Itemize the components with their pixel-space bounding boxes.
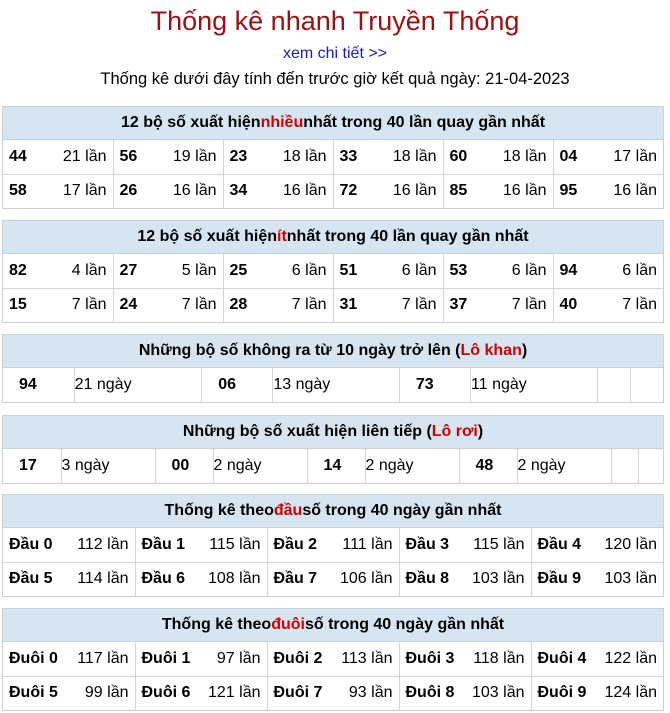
stat-pair xyxy=(120,175,217,209)
stat-pair xyxy=(340,289,437,323)
lo-roi-table xyxy=(3,449,665,483)
text-label: 56 xyxy=(119,147,138,165)
table-cell xyxy=(553,254,663,288)
text-label: 95 xyxy=(559,182,578,200)
table-cell xyxy=(333,288,443,322)
text-label: 112 lần xyxy=(77,535,129,553)
stat-pair xyxy=(9,563,129,597)
stat-pair xyxy=(120,140,217,174)
stat-pair xyxy=(450,254,547,288)
text-label: Đuôi 7 xyxy=(273,684,323,702)
table-cell: 73 xyxy=(399,368,470,402)
dau-table xyxy=(3,528,663,596)
text-label: 21 lần xyxy=(62,147,107,165)
table-cell: 48 xyxy=(459,449,517,483)
table-cell xyxy=(399,642,531,676)
text-label: số trong 40 ngày gần nhất xyxy=(302,502,502,519)
text-label: 16 lần xyxy=(172,182,217,200)
text-label: 103 lần xyxy=(472,684,525,702)
text-label: 17 lần xyxy=(62,182,107,200)
text-label: 121 lần xyxy=(208,684,261,702)
text-label: Thống kê theo xyxy=(164,502,274,519)
text-label: Đuôi 3 xyxy=(405,649,455,667)
text-label: Đầu 8 xyxy=(405,570,450,588)
table-cell: 00 xyxy=(155,449,213,483)
stat-pair xyxy=(120,289,217,323)
text-label: nhiều xyxy=(260,114,304,131)
text-label: 51 xyxy=(339,261,358,279)
stat-pair xyxy=(450,140,547,174)
stat-pair xyxy=(274,528,393,562)
table-cell: 2 ngày xyxy=(365,449,459,483)
table-cell xyxy=(531,562,663,596)
table-cell xyxy=(399,562,531,596)
text-label: 124 lần xyxy=(604,684,657,702)
stat-pair xyxy=(560,175,658,209)
table-cell xyxy=(3,528,135,562)
text-label: 103 lần xyxy=(472,570,525,588)
text-label: 7 lần xyxy=(71,296,107,314)
stat-pair xyxy=(9,677,129,711)
text-label: 12 bộ số xuất hiện xyxy=(120,114,261,131)
text-label: 6 lần xyxy=(291,261,327,279)
section-header xyxy=(3,416,663,449)
most-frequent-table xyxy=(3,140,663,208)
table-cell: 17 xyxy=(3,449,61,483)
text-label: 122 lần xyxy=(604,649,657,667)
text-label: 37 xyxy=(449,296,468,314)
table-cell xyxy=(3,254,113,288)
text-label: 114 lần xyxy=(77,570,129,588)
stat-pair xyxy=(142,642,261,676)
text-label: số trong 40 ngày gần nhất xyxy=(304,616,505,633)
text-label: 117 lần xyxy=(77,649,129,667)
table-cell xyxy=(3,676,135,710)
lo-khan-section xyxy=(2,334,664,403)
text-label: Đầu 7 xyxy=(273,570,318,588)
stat-pair xyxy=(274,563,393,597)
table-cell xyxy=(135,562,267,596)
text-label: 25 xyxy=(229,261,248,279)
text-label: đuôi xyxy=(271,616,305,633)
stat-pair xyxy=(340,175,437,209)
stat-pair xyxy=(538,563,658,597)
table-cell xyxy=(611,449,638,483)
table-cell xyxy=(267,642,399,676)
text-label: 6 lần xyxy=(511,261,547,279)
text-label: 18 lần xyxy=(392,147,437,165)
text-label: 58 xyxy=(9,182,27,200)
stat-pair xyxy=(274,642,393,676)
text-label: 4 lần xyxy=(71,261,107,279)
text-label: 7 lần xyxy=(401,296,437,314)
text-label: Đuôi 4 xyxy=(537,649,587,667)
text-label: Đuôi 0 xyxy=(9,649,58,667)
table-cell xyxy=(3,174,113,208)
table-cell xyxy=(223,288,333,322)
stat-pair xyxy=(538,642,658,676)
text-label: Đầu 0 xyxy=(9,535,53,553)
table-cell xyxy=(3,642,135,676)
table-cell xyxy=(333,140,443,174)
table-cell xyxy=(223,254,333,288)
text-label: 60 xyxy=(449,147,468,165)
text-label: Đuôi 8 xyxy=(405,684,455,702)
text-label: 99 lần xyxy=(84,684,129,702)
text-label: 115 lần xyxy=(473,535,525,553)
table-cell xyxy=(135,676,267,710)
stat-pair xyxy=(142,563,261,597)
stat-pair xyxy=(538,677,658,711)
text-label: Lô khan xyxy=(460,342,522,359)
stat-pair xyxy=(538,528,658,562)
text-label: 7 lần xyxy=(291,296,327,314)
stat-pair xyxy=(450,289,547,323)
text-label: 103 lần xyxy=(604,570,657,588)
least-frequent-section xyxy=(2,220,664,323)
table-cell xyxy=(3,288,113,322)
table-cell xyxy=(531,676,663,710)
text-label: Đuôi 1 xyxy=(141,649,191,667)
text-label: 118 lần xyxy=(473,649,525,667)
text-label: ) xyxy=(477,423,484,440)
text-label: 28 xyxy=(229,296,248,314)
text-label: Những bộ số không ra từ 10 ngày trở lên ( xyxy=(138,342,461,359)
table-cell xyxy=(443,140,553,174)
table-cell xyxy=(333,174,443,208)
stat-pair xyxy=(9,528,129,562)
stat-pair xyxy=(230,289,327,323)
least-frequent-table xyxy=(3,254,663,322)
stat-pair xyxy=(9,175,107,209)
stat-pair xyxy=(406,528,525,562)
lo-khan-table xyxy=(3,368,663,402)
text-label: 16 lần xyxy=(392,182,437,200)
stat-pair xyxy=(230,140,327,174)
duoi-section xyxy=(2,608,664,711)
table-cell: 94 xyxy=(3,368,74,402)
table-cell xyxy=(3,562,135,596)
table-cell xyxy=(223,140,333,174)
table-cell xyxy=(113,288,223,322)
stat-pair xyxy=(406,642,525,676)
text-label: 111 lần xyxy=(342,535,393,553)
text-label: 97 lần xyxy=(216,649,261,667)
table-cell xyxy=(531,528,663,562)
text-label: 7 lần xyxy=(181,296,217,314)
table-cell xyxy=(597,368,630,402)
table-cell: 13 ngày xyxy=(273,368,400,402)
text-label: 108 lần xyxy=(208,570,261,588)
text-label: Đầu 6 xyxy=(141,570,186,588)
detail-link[interactable]: xem chi tiết >> xyxy=(282,45,388,62)
text-label: 27 xyxy=(119,261,138,279)
most-frequent-section xyxy=(2,106,664,209)
stat-pair xyxy=(9,254,107,288)
text-label: 16 lần xyxy=(282,182,327,200)
text-label: 18 lần xyxy=(502,147,547,165)
section-header xyxy=(3,609,663,642)
stat-pair xyxy=(230,175,327,209)
text-label: 31 xyxy=(339,296,358,314)
text-label: 6 lần xyxy=(622,261,657,279)
text-label: 115 lần xyxy=(209,535,261,553)
section-header xyxy=(3,495,663,528)
text-label: 15 xyxy=(9,296,27,314)
table-cell xyxy=(267,528,399,562)
duoi-table xyxy=(3,642,663,710)
table-cell xyxy=(113,254,223,288)
text-label: Đầu 1 xyxy=(141,535,186,553)
text-label: 16 lần xyxy=(613,182,657,200)
stat-pair xyxy=(230,254,327,288)
section-header xyxy=(3,107,663,140)
text-label: Đuôi 2 xyxy=(273,649,323,667)
table-cell xyxy=(135,642,267,676)
text-label: 7 lần xyxy=(622,296,657,314)
table-cell xyxy=(531,642,663,676)
text-label: Những bộ số xuất hiện liên tiếp ( xyxy=(182,423,432,440)
text-label: 85 xyxy=(449,182,468,200)
table-cell xyxy=(267,676,399,710)
text-label: Đầu 4 xyxy=(537,535,582,553)
section-header xyxy=(3,335,663,368)
text-label: Đầu 2 xyxy=(273,535,318,553)
stat-pair xyxy=(340,140,437,174)
text-label: Đuôi 9 xyxy=(537,684,587,702)
text-label: 82 xyxy=(9,261,27,279)
text-label: Đầu 3 xyxy=(405,535,450,553)
text-label: 34 xyxy=(229,182,248,200)
table-cell xyxy=(443,254,553,288)
text-label: Đuôi 6 xyxy=(141,684,191,702)
table-cell xyxy=(553,140,663,174)
table-cell: 2 ngày xyxy=(517,449,611,483)
table-cell xyxy=(223,174,333,208)
text-label: 7 lần xyxy=(511,296,547,314)
table-cell: 3 ngày xyxy=(61,449,155,483)
table-cell: 06 xyxy=(202,368,273,402)
stat-pair xyxy=(560,289,658,323)
table-cell: 14 xyxy=(307,449,365,483)
text-label: 18 lần xyxy=(282,147,327,165)
table-cell xyxy=(113,174,223,208)
stat-pair xyxy=(9,642,129,676)
text-label: Đầu 9 xyxy=(537,570,582,588)
stat-pair xyxy=(560,140,658,174)
text-label: 113 lần xyxy=(341,649,393,667)
table-cell xyxy=(267,562,399,596)
stat-pair xyxy=(142,677,261,711)
stat-pair xyxy=(9,289,107,323)
table-cell xyxy=(113,140,223,174)
text-label: đầu xyxy=(273,502,303,519)
table-cell xyxy=(443,288,553,322)
stat-pair xyxy=(274,677,393,711)
text-label: 5 lần xyxy=(181,261,217,279)
text-label: 72 xyxy=(339,182,358,200)
table-cell xyxy=(638,449,665,483)
text-label: 53 xyxy=(449,261,468,279)
stat-pair xyxy=(142,528,261,562)
text-label: 44 xyxy=(9,147,27,165)
table-cell xyxy=(443,174,553,208)
text-label: 6 lần xyxy=(401,261,437,279)
table-cell: 21 ngày xyxy=(74,368,202,402)
text-label: 106 lần xyxy=(340,570,393,588)
text-label: ) xyxy=(521,342,528,359)
text-label: 120 lần xyxy=(604,535,657,553)
table-cell: 11 ngày xyxy=(471,368,598,402)
text-label: 23 xyxy=(229,147,248,165)
text-label: nhất trong 40 lần quay gần nhất xyxy=(303,114,546,131)
table-cell xyxy=(553,288,663,322)
dau-section xyxy=(2,494,664,597)
text-label: 26 xyxy=(119,182,138,200)
section-header xyxy=(3,221,663,254)
text-label: 12 bộ số xuất hiện xyxy=(137,228,277,245)
text-label: 17 lần xyxy=(613,147,657,165)
text-label: Lô rơi xyxy=(431,423,478,440)
stat-pair xyxy=(120,254,217,288)
table-cell xyxy=(135,528,267,562)
text-label: 40 xyxy=(559,296,578,314)
stat-pair xyxy=(406,563,525,597)
table-cell xyxy=(399,528,531,562)
text-label: Đuôi 5 xyxy=(9,684,58,702)
table-cell xyxy=(399,676,531,710)
stat-pair xyxy=(560,254,658,288)
text-label: 04 xyxy=(559,147,578,165)
text-label: Đầu 5 xyxy=(9,570,53,588)
text-label: ít xyxy=(277,228,287,245)
text-label: 33 xyxy=(339,147,358,165)
stat-pair xyxy=(340,254,437,288)
text-label: Thống kê theo xyxy=(161,616,272,633)
table-cell: 2 ngày xyxy=(213,449,307,483)
lo-roi-section xyxy=(2,415,664,484)
page-subtitle: Thống kê dưới đây tính đến trước giờ kết quả ngày: 21-04-2023 xyxy=(100,70,570,88)
stat-pair xyxy=(450,175,547,209)
text-label: 19 lần xyxy=(172,147,217,165)
text-label: 93 lần xyxy=(348,684,393,702)
text-label: 24 xyxy=(119,296,138,314)
stat-pair xyxy=(9,140,107,174)
text-label: 94 xyxy=(559,261,578,279)
table-cell xyxy=(333,254,443,288)
stat-pair xyxy=(406,677,525,711)
page-title: Thống kê nhanh Truyền Thống xyxy=(150,6,520,36)
table-cell xyxy=(3,140,113,174)
text-label: 16 lần xyxy=(502,182,547,200)
text-label: nhất trong 40 lần quay gần nhất xyxy=(286,228,529,245)
table-cell xyxy=(631,368,663,402)
table-cell xyxy=(553,174,663,208)
